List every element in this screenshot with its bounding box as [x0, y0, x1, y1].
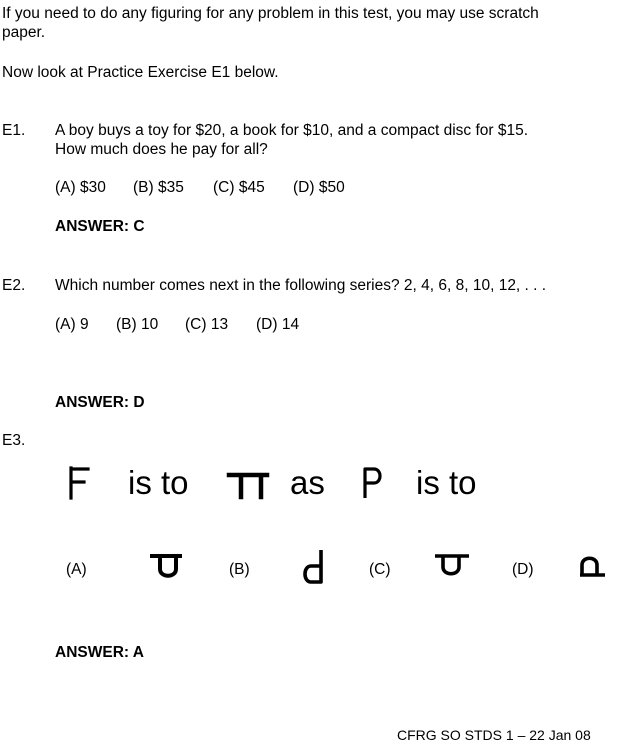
e2-number: E2.: [2, 277, 26, 294]
e3-option-b-label: (B): [229, 561, 250, 578]
e3-option-c-label: (C): [369, 561, 391, 578]
analogy-is-to-2: is to: [416, 464, 477, 501]
e1-number: E1.: [2, 122, 26, 139]
e1-answer: ANSWER: C: [55, 218, 145, 235]
e2-option-a: (A) 9: [55, 316, 89, 333]
intro-line-1: If you need to do any figuring for any problem in this test, you may use scratch: [2, 5, 539, 22]
e2-option-b: (B) 10: [116, 316, 159, 333]
e3-option-d-label: (D): [512, 561, 534, 578]
e2-question: Which number comes next in the following series? 2, 4, 6, 8, 10, 12, . . .: [55, 277, 547, 294]
e3-option-a-label: (A): [66, 561, 87, 578]
intro-line-2: paper.: [2, 24, 46, 41]
e1-question-line-2: How much does he pay for all?: [55, 141, 268, 158]
e3-answer: ANSWER: A: [55, 644, 144, 661]
f-letter-symbol: [68, 466, 90, 500]
e1-option-d: (D) $50: [293, 179, 345, 196]
e3-number: E3.: [2, 432, 26, 449]
e2-answer: ANSWER: D: [55, 394, 145, 411]
option-d-symbol: [577, 554, 607, 578]
practice-instruction: Now look at Practice Exercise E1 below.: [2, 64, 279, 81]
option-c-symbol: [433, 553, 471, 579]
e2-option-d: (D) 14: [256, 316, 300, 333]
e1-option-c: (C) $45: [213, 179, 265, 196]
option-a-symbol: [148, 553, 186, 581]
e1-question-line-1: A boy buys a toy for $20, a book for $10, and a compact disc for $15.: [55, 122, 529, 139]
e1-option-b: (B) $35: [133, 179, 184, 196]
inverted-f-symbol: [227, 472, 269, 498]
analogy-is-to-1: is to: [128, 464, 189, 501]
e1-option-a: (A) $30: [55, 179, 106, 196]
footer-reference: CFRG SO STDS 1 – 22 Jan 08: [397, 727, 591, 743]
option-b-symbol: [300, 548, 326, 584]
analogy-as: as: [290, 464, 325, 501]
p-letter-symbol: [362, 466, 386, 500]
e2-option-c: (C) 13: [185, 316, 229, 333]
